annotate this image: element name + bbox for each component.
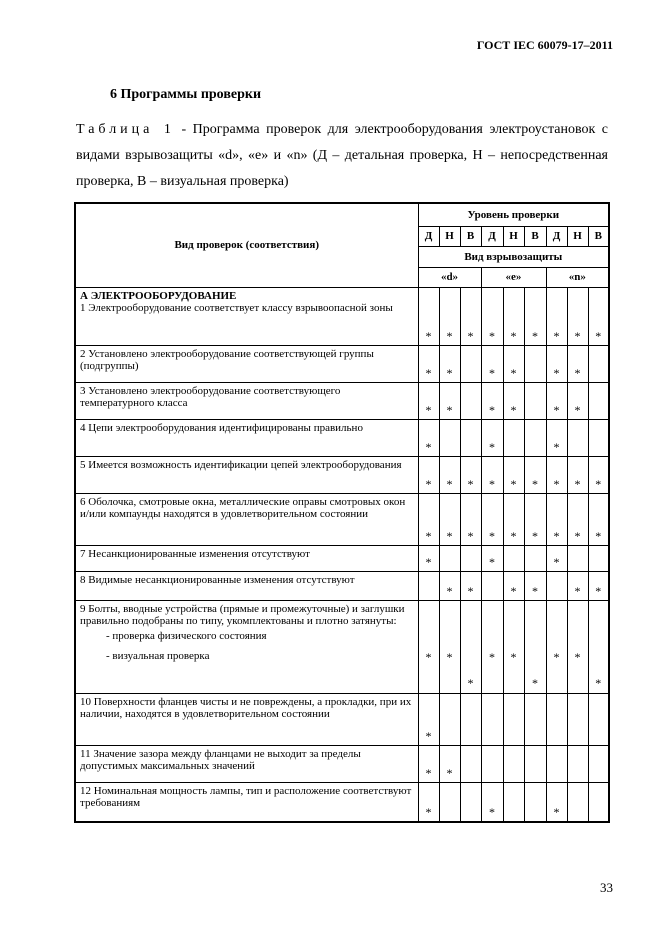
mark: * [467,675,474,690]
mark-cell: * [588,571,609,600]
section-title: 6 Программы проверки [110,87,262,102]
mark-cell [588,545,609,571]
level-cell: Д [546,226,567,246]
row-label: 1 Электрооборудование соответствует классу взрывоопасной зоны [80,302,393,314]
row-label: 9 Болты, вводные устройства (прямые и промежуточные) и заглушки правильно подобраны по типу, укомплектованы и плотно затянуты: [80,602,405,627]
mark-cell: * [546,493,567,545]
row-text: 12 Номинальная мощность лампы, тип и расположение соответствуют требованиям [75,782,418,822]
level-header: Уровень проверки [418,203,609,226]
mark-cell: * [481,345,503,382]
mark-cell: * [481,287,503,345]
mark-cell: * [418,745,439,782]
mark-cell [546,600,567,693]
mark-cell [524,782,546,822]
row-sub-label: - визуальная проверка [106,650,210,662]
mark-cell: * [567,345,588,382]
mark-cell: * [481,493,503,545]
mark-cell [588,782,609,822]
standard-number: ГОСТ IEC 60079-17–2011 [476,38,613,52]
row-label: 8 Видимые несанкционированные изменения отсутствуют [80,573,355,586]
mark-cell [460,745,481,782]
mark-cell [588,382,609,419]
mark-cell: * [503,287,524,345]
row-text [75,600,418,693]
mark-cell [546,745,567,782]
mark-cell: * [503,345,524,382]
level-cell: В [460,226,481,246]
mark-cell [546,693,567,745]
row-label: 6 Оболочка, смотровые окна, металлические оправы смотровых окон и/или компаунды находятся в удовлетворительном состоянии [80,495,406,520]
row-label: 3 Установлено электрооборудование соответствующего температурного класса [80,384,341,409]
mark-cell [567,545,588,571]
section-a-heading: А ЭЛЕКТРООБОРУДОВАНИЕ [80,289,237,302]
mark-cell: * [418,456,439,493]
row-text [75,545,418,571]
mark-cell: * [418,493,439,545]
mark-cell: * [567,287,588,345]
mark-cell [481,571,503,600]
mark-cell [460,419,481,456]
mark-cell: * [418,419,439,456]
mark-cell: * [567,382,588,419]
first-col-header: Вид проверок (соответствия) [75,203,418,287]
mark-cell: * [418,287,439,345]
row-label: 5 Имеется возможность идентификации цепей электрооборудования [80,458,402,471]
mark-cell [524,693,546,745]
mark-cell: * [418,382,439,419]
mark-cell: * [524,493,546,545]
protection-cell: «d» [418,267,481,287]
mark-cell: * [439,493,460,545]
mark: * [510,649,517,664]
mark-cell: * [567,571,588,600]
mark-cell [418,571,439,600]
row-text: 11 Значение зазора между фланцами не выходит за пределы допустимых максимальных значений [75,745,418,782]
mark: * [553,649,560,664]
mark-cell [439,419,460,456]
mark-cell [524,419,546,456]
level-cell: Н [503,226,524,246]
mark-cell [588,745,609,782]
row-text [75,382,418,419]
row-text [75,493,418,545]
level-cell: В [524,226,546,246]
row-label: 2 Установлено электрооборудование соответствующей группы (подгруппы) [80,347,374,372]
mark-cell [481,693,503,745]
mark-cell: * [546,287,567,345]
mark-cell [481,600,503,693]
mark-cell: * [503,382,524,419]
mark-cell: * [503,571,524,600]
mark-cell [439,693,460,745]
mark-cell: * [546,382,567,419]
mark-cell [460,545,481,571]
mark-cell [439,782,460,822]
mark-cell [503,419,524,456]
mark-cell [503,545,524,571]
mark-cell [460,782,481,822]
mark-cell [567,782,588,822]
mark: * [446,649,453,664]
mark-cell [481,745,503,782]
mark-cell [418,600,439,693]
mark-cell: * [460,571,481,600]
mark-cell: * [546,345,567,382]
mark-cell [567,600,588,693]
mark-cell [588,419,609,456]
mark-cell: * [524,287,546,345]
mark-cell [567,419,588,456]
mark-cell: * [439,382,460,419]
mark-cell: * [418,782,439,822]
mark-cell: * [460,456,481,493]
mark-cell: * [546,456,567,493]
mark-cell [588,693,609,745]
table-caption [76,117,608,195]
inspection-table [74,202,610,823]
mark-cell [524,745,546,782]
row-sub-label: - проверка физического состояния [106,629,267,642]
mark-cell: * [439,745,460,782]
mark-cell: * [567,493,588,545]
mark-cell: * [481,382,503,419]
protection-cell: «n» [546,267,609,287]
mark-cell [524,382,546,419]
protection-header: Вид взрывозащиты [418,246,609,267]
mark-cell: * [481,419,503,456]
level-cell: Д [418,226,439,246]
mark-cell [503,693,524,745]
level-cell: Н [567,226,588,246]
mark-cell: * [418,345,439,382]
mark-cell [567,745,588,782]
mark-cell: * [588,493,609,545]
row-text [75,571,418,600]
mark-cell: * [588,287,609,345]
mark-cell [546,571,567,600]
mark-cell: * [546,419,567,456]
mark-cell: * [439,456,460,493]
row-text [75,345,418,382]
mark-cell [460,345,481,382]
mark-cell [524,545,546,571]
mark-cell: * [588,456,609,493]
mark-cell: * [460,493,481,545]
mark-cell [460,382,481,419]
mark: * [574,649,581,664]
mark-cell [524,345,546,382]
row-label: 7 Несанкционированные изменения отсутствуют [80,547,310,560]
mark-cell [524,600,546,693]
mark-cell [588,600,609,693]
mark-cell: * [481,782,503,822]
table-caption-text: - Программа проверок для электрооборудования электроустановок с видами взрывозащиты «d», «e» и «n» (Д – детальная проверка, Н – непосредственная проверка, В – визуальная проверка) [76,122,609,189]
row-text: 10 Поверхности фланцев чисты и не повреждены, а прокладки, при их наличии, находятся в удовлетворительном состоянии [75,693,418,745]
mark-cell: * [503,493,524,545]
level-cell: Д [481,226,503,246]
mark-cell: * [439,287,460,345]
table-caption-label: Таблица 1 [76,122,175,137]
mark-cell: * [567,456,588,493]
mark-cell: * [546,545,567,571]
row-label: 4 Цепи электрооборудования идентифицированы правильно [80,421,363,434]
mark-cell: * [503,456,524,493]
mark-cell [460,600,481,693]
mark-cell: * [418,545,439,571]
mark-cell [588,345,609,382]
page-number: 33 [600,880,613,895]
row-text [75,456,418,493]
mark-cell: * [439,571,460,600]
mark-cell [503,782,524,822]
mark-cell: * [481,545,503,571]
level-cell: Н [439,226,460,246]
mark-cell [567,693,588,745]
mark: * [425,649,432,664]
mark-cell: * [524,456,546,493]
mark-cell [460,693,481,745]
mark-cell [439,600,460,693]
mark-cell: * [439,345,460,382]
row-text [75,419,418,456]
mark: * [595,675,602,690]
mark: * [532,675,538,690]
level-cell: В [588,226,609,246]
row-text [75,287,418,345]
mark-cell: * [460,287,481,345]
mark-cell: * [546,782,567,822]
protection-cell: «e» [481,267,546,287]
mark-cell [503,745,524,782]
mark: * [489,649,495,664]
mark-cell: * [481,456,503,493]
mark-cell [503,600,524,693]
mark-cell [439,545,460,571]
mark-cell: * [524,571,546,600]
mark-cell: * [418,693,439,745]
